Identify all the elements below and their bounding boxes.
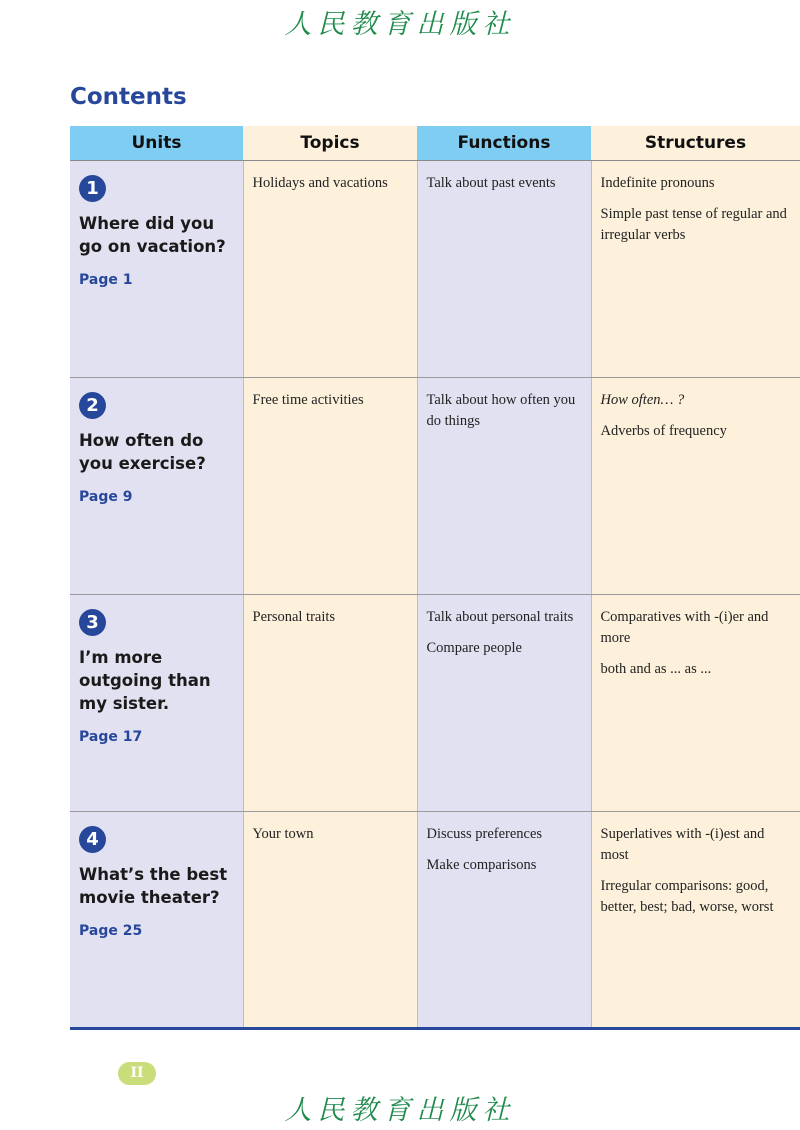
structure-entry: Superlatives with -(i)est and most bbox=[600, 826, 765, 863]
unit-row-3 bbox=[70, 595, 800, 812]
unit-cell bbox=[70, 595, 243, 812]
topic-entry: Your town bbox=[252, 826, 314, 842]
publisher-watermark-bottom: 人民教育出版社 bbox=[284, 1095, 516, 1126]
function-entry: Make comparisons bbox=[426, 857, 537, 873]
header-structures: Structures bbox=[591, 126, 800, 161]
unit-number-badge: 4 bbox=[79, 826, 106, 853]
function-entry: Talk about how often you do things bbox=[426, 392, 576, 429]
publisher-watermark-top: 人民教育出版社 bbox=[284, 9, 516, 40]
unit-cell bbox=[70, 378, 243, 595]
structures-cell bbox=[591, 161, 800, 378]
unit-row-2 bbox=[70, 378, 800, 595]
topic-entry: Holidays and vacations bbox=[252, 175, 388, 191]
function-entry: Discuss preferences bbox=[426, 826, 543, 842]
header-row bbox=[70, 126, 800, 161]
topic-entry: Personal traits bbox=[252, 609, 336, 625]
structure-entry: Indefinite pronouns bbox=[600, 175, 715, 191]
unit-cell bbox=[70, 161, 243, 378]
structure-entry: Comparatives with -(i)er and more bbox=[600, 609, 769, 646]
function-entry: Talk about past events bbox=[426, 175, 556, 191]
functions-cell bbox=[417, 378, 591, 595]
page-title: Contents bbox=[70, 84, 187, 110]
unit-row-4 bbox=[70, 812, 800, 1029]
contents-table bbox=[70, 126, 800, 1030]
unit-title: Where did you go on vacation? bbox=[79, 214, 226, 256]
function-entry: Talk about personal traits bbox=[426, 609, 574, 625]
unit-page-link[interactable]: Page 1 bbox=[79, 272, 133, 288]
header-functions: Functions bbox=[417, 126, 591, 161]
structure-entry: Irregular comparisons: good, better, best; bad, worse, worst bbox=[600, 878, 774, 915]
page-number-badge: II bbox=[118, 1062, 156, 1085]
unit-number-badge: 1 bbox=[79, 175, 106, 202]
structure-entry: both and as ... as ... bbox=[600, 661, 712, 677]
functions-cell bbox=[417, 161, 591, 378]
structures-cell bbox=[591, 378, 800, 595]
unit-title: What’s the best movie theater? bbox=[79, 865, 228, 907]
unit-cell bbox=[70, 812, 243, 1029]
unit-title: I’m more outgoing than my sister. bbox=[79, 648, 211, 713]
function-entry: Compare people bbox=[426, 640, 522, 656]
structure-entry: How often… ? bbox=[600, 392, 685, 408]
structures-cell bbox=[591, 812, 800, 1029]
topics-cell bbox=[243, 161, 417, 378]
header-topics: Topics bbox=[243, 126, 417, 161]
unit-title: How often do you exercise? bbox=[79, 431, 206, 473]
unit-page-link[interactable]: Page 25 bbox=[79, 923, 143, 939]
unit-number-badge: 2 bbox=[79, 392, 106, 419]
header-units: Units bbox=[70, 126, 243, 161]
unit-page-link[interactable]: Page 9 bbox=[79, 489, 133, 505]
topics-cell bbox=[243, 378, 417, 595]
unit-number-badge: 3 bbox=[79, 609, 106, 636]
topic-entry: Free time activities bbox=[252, 392, 364, 408]
structure-entry: Simple past tense of regular and irregular verbs bbox=[600, 206, 787, 243]
topics-cell bbox=[243, 595, 417, 812]
functions-cell bbox=[417, 812, 591, 1029]
topics-cell bbox=[243, 812, 417, 1029]
structure-entry: Adverbs of frequency bbox=[600, 423, 727, 439]
structures-cell bbox=[591, 595, 800, 812]
unit-page-link[interactable]: Page 17 bbox=[79, 729, 143, 745]
functions-cell bbox=[417, 595, 591, 812]
unit-row-1 bbox=[70, 161, 800, 378]
